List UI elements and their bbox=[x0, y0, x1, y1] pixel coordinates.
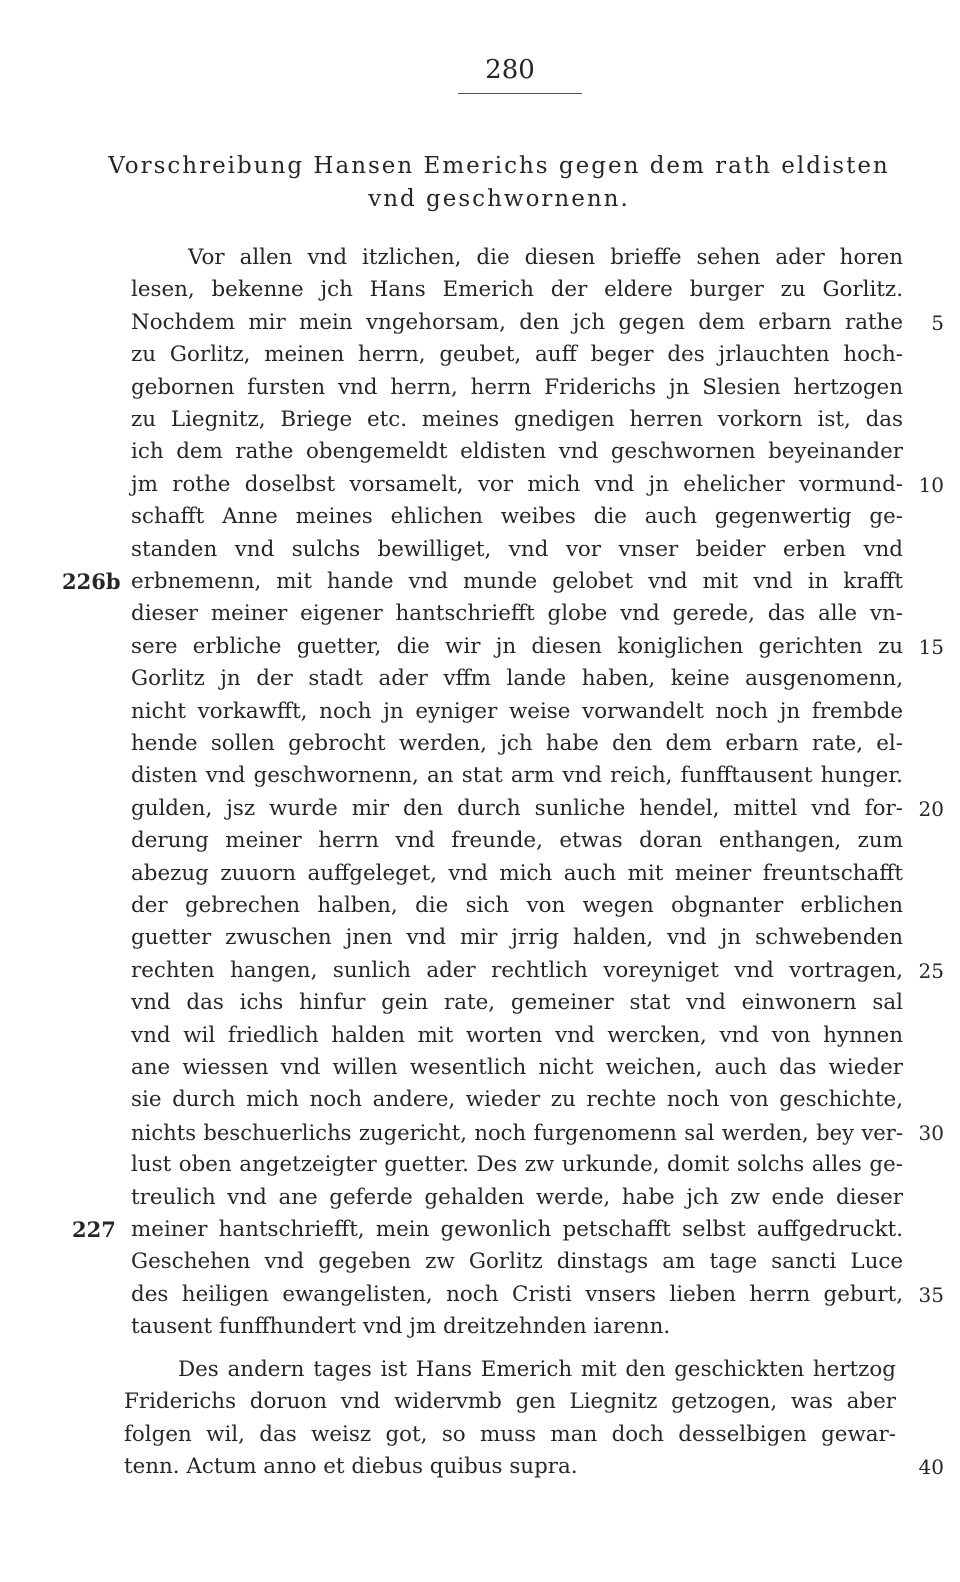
text-line: disten vnd geschwornenn, an stat arm vnd reich, funfftausent hunger. bbox=[131, 763, 903, 789]
text-line: nicht vorkawfft, noch jn eyniger weise vorwandelt noch jn frembde bbox=[131, 698, 903, 724]
line-number: 15 bbox=[918, 634, 944, 659]
text-line: folgen wil, das weisz got, so muss man doch desselbigen gewar- bbox=[124, 1421, 896, 1447]
margin-folio-mark: 226b bbox=[62, 569, 121, 594]
text-line: dieser meiner eigener hantschriefft globe vnd gerede, das alle vn- bbox=[131, 601, 903, 627]
text-line: rechten hangen, sunlich ader rechtlich voreyniget vnd vortragen, bbox=[131, 957, 903, 983]
text-line: derung meiner herrn vnd freunde, etwas doran enthangen, zum bbox=[131, 828, 903, 854]
line-number: 30 bbox=[918, 1120, 944, 1145]
line-number: 20 bbox=[918, 796, 944, 821]
text-line: lust oben angetzeigter guetter. Des zw urkunde, domit solchs alles ge- bbox=[131, 1152, 903, 1178]
document-title-line-1: Vorschreibung Hansen Emerichs gegen dem rath eldisten bbox=[108, 153, 890, 179]
text-line: nichts beschuerlichs zugericht, noch furgenomenn sal werden, bey ver- bbox=[131, 1119, 903, 1145]
text-line: tenn. Actum anno et diebus quibus supra. bbox=[124, 1454, 578, 1480]
text-line: Friderichs doruon vnd widervmb gen Liegnitz getzogen, was aber bbox=[124, 1389, 896, 1415]
text-line: gebornen fursten vnd herrn, herrn Friderichs jn Slesien hertzogen bbox=[131, 374, 903, 400]
text-line: Nochdem mir mein vngehorsam, den jch gegen dem erbarn rathe bbox=[131, 309, 903, 335]
text-line: Vor allen vnd itzlichen, die diesen brieffe sehen ader horen bbox=[188, 245, 903, 270]
document-title-line-2: vnd geschwornenn. bbox=[368, 186, 630, 212]
line-number: 25 bbox=[918, 958, 944, 983]
text-line: schafft Anne meines ehlichen weibes die auch gegenwertig ge- bbox=[131, 504, 903, 530]
text-line: abezug zuuorn auffgeleget, vnd mich auch mit meiner freuntschafft bbox=[131, 860, 903, 886]
page-number-rule bbox=[458, 93, 582, 94]
line-number: 5 bbox=[931, 310, 944, 335]
line-number: 10 bbox=[918, 472, 944, 497]
text-line: erbnemenn, mit hande vnd munde gelobet vnd mit vnd in krafft bbox=[131, 569, 903, 594]
text-line: treulich vnd ane geferde gehalden werde, habe jch zw ende dieser bbox=[131, 1184, 903, 1210]
text-line: zu Gorlitz, meinen herrn, geubet, auff beger des jrlauchten hoch- bbox=[131, 342, 903, 368]
text-line: lesen, bekenne jch Hans Emerich der eldere burger zu Gorlitz. bbox=[131, 277, 903, 303]
text-line: vnd das ichs hinfur gein rate, gemeiner stat vnd einwonern sal bbox=[131, 990, 903, 1016]
text-line: guetter zwuschen jnen vnd mir jrrig halden, vnd jn schwebenden bbox=[131, 925, 903, 951]
text-line: Des andern tages ist Hans Emerich mit den geschickten hertzog bbox=[178, 1357, 896, 1382]
text-line: vnd wil friedlich halden mit worten vnd wercken, vnd von hynnen bbox=[131, 1022, 903, 1048]
text-line: meiner hantschriefft, mein gewonlich petschafft selbst auffgedruckt. bbox=[131, 1217, 903, 1242]
text-line: standen vnd sulchs bewilliget, vnd vor vnser beider erben vnd bbox=[131, 536, 903, 562]
text-line: des heiligen ewangelisten, noch Cristi vnsers lieben herrn geburt, bbox=[131, 1281, 903, 1307]
text-line: ich dem rathe obengemeldt eldisten vnd geschwornen beyeinander bbox=[131, 439, 903, 465]
text-line: ane wiessen vnd willen wesentlich nicht weichen, auch das wieder bbox=[131, 1055, 903, 1080]
text-line: Geschehen vnd gegeben zw Gorlitz dinstags am tage sancti Luce bbox=[131, 1249, 903, 1275]
text-line: Gorlitz jn der stadt ader vffm lande haben, keine ausgenomenn, bbox=[131, 666, 903, 692]
text-line: der gebrechen halben, die sich von wegen obgnanter erblichen bbox=[131, 893, 903, 918]
text-line: zu Liegnitz, Briege etc. meines gnedigen herren vorkorn ist, das bbox=[131, 407, 903, 432]
text-line: jm rothe doselbst vorsamelt, vor mich vnd jn ehelicher vormund- bbox=[131, 471, 903, 497]
text-line: tausent funffhundert vnd jm dreitzehnden iarenn. bbox=[131, 1314, 671, 1340]
page-number: 280 bbox=[485, 55, 535, 85]
line-number: 35 bbox=[918, 1282, 944, 1307]
line-number: 40 bbox=[918, 1455, 944, 1480]
text-line: gulden, jsz wurde mir den durch sunliche hendel, mittel vnd for- bbox=[131, 795, 903, 821]
text-line: hende sollen gebrocht werden, jch habe den dem erbarn rate, el- bbox=[131, 731, 903, 756]
margin-folio-mark: 227 bbox=[72, 1217, 116, 1242]
text-line: sie durch mich noch andere, wieder zu rechte noch von geschichte, bbox=[131, 1087, 903, 1113]
text-line: sere erbliche guetter, die wir jn diesen koniglichen gerichten zu bbox=[131, 633, 903, 659]
